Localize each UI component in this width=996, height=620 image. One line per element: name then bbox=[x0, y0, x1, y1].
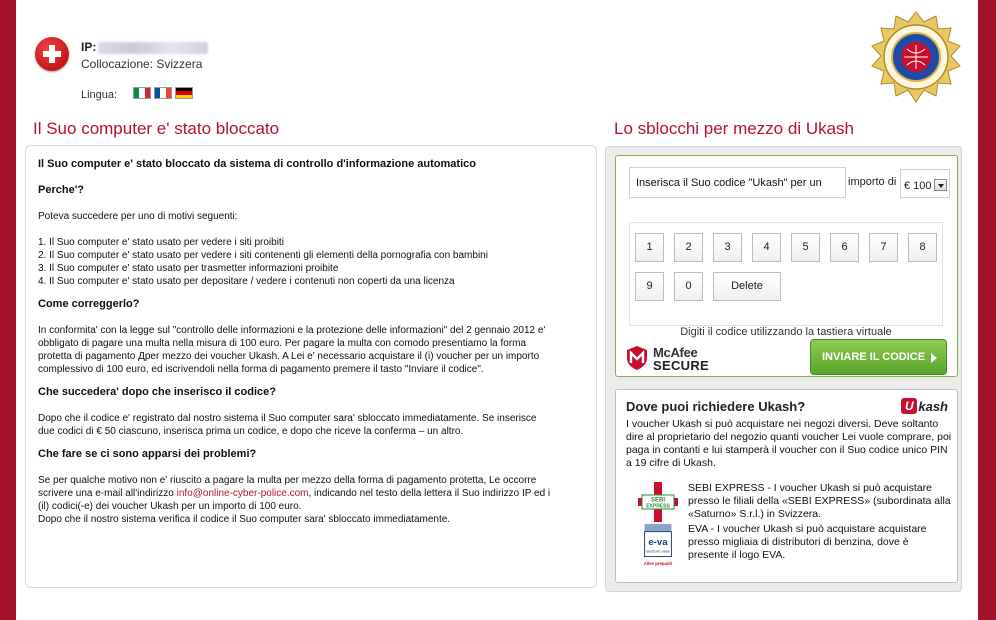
send-code-button[interactable]: INVIARE IL CODICE bbox=[810, 339, 947, 375]
german-flag-icon[interactable] bbox=[175, 87, 193, 99]
language-label: Lingua: bbox=[81, 89, 118, 101]
police-emblem-icon bbox=[862, 10, 970, 104]
problems-text-line: Dopo che il nostro sistema verifica il codice il Suo computer sara' sbloccato immediatamente. bbox=[38, 514, 451, 525]
fix-text-line: obbligato di pagare una multa nella misura di 100 euro. Per pagare la multa con comodo presentiamo la forma bbox=[38, 338, 527, 349]
why-heading: Perche'? bbox=[38, 184, 85, 196]
reason-item: 1. Il Suo computer e' stato usato per vedere i siti proibiti bbox=[38, 237, 284, 248]
where-to-buy-text: I voucher Ukash si può acquistare nei negozi diversi. Deve soltanto dire al proprietario del negozio quanti voucher Lei vuole comprare, poi paga in contanti e lui stamperà il voucher con il Suo codice unico PIN a 19 cifre di Ukash. bbox=[626, 418, 952, 469]
svg-text:Alles prepaid!: Alles prepaid! bbox=[643, 561, 673, 567]
eva-text: EVA - I voucher Ukash si può acquistare acquistare presso migliaia di distributori di benzina, dove è presente il logo EVA. bbox=[688, 523, 927, 561]
why-text: Poteva succedere per uno di motivi seguenti: bbox=[38, 211, 238, 222]
keypad-delete-button[interactable]: Delete bbox=[713, 272, 781, 301]
sebi-text: SEBI EXPRESS - I voucher Ukash si può acquistare presso le filiali della «SEBI EXPRESS» (subordinata alla «Saturno» S.r.l.) in Svizzera. bbox=[688, 482, 951, 520]
after-heading: Che succedera' dopo che inserisco il codice? bbox=[38, 386, 276, 398]
fix-heading: Come correggerlo? bbox=[38, 298, 140, 310]
payment-panel bbox=[605, 146, 962, 592]
language-flags bbox=[133, 87, 193, 99]
keypad-hint: Digiti il codice utilizzando la tastiera virtuale bbox=[680, 326, 892, 338]
keypad-key-2[interactable]: 2 bbox=[674, 233, 703, 262]
fix-text-line: complessivo di 100 euro, ed iscrivendoli nella forma di pagamento premere il tasto "Inviare il codice". bbox=[38, 364, 484, 375]
mcafee-secure-label: SECURE bbox=[653, 358, 709, 373]
problems-text-line: (il) codici(-e) dei voucher Ukash per un importo di 100 euro. bbox=[38, 501, 302, 512]
mcafee-name: McAfee bbox=[653, 345, 698, 360]
after-text-line: due codici di € 50 ciascuno, inserisca prima un codice, e dopo che riceve la conferma – un altro. bbox=[38, 426, 464, 437]
ukash-code-input[interactable] bbox=[629, 167, 846, 198]
right-frame-bar bbox=[978, 0, 996, 620]
amount-select[interactable]: € 100 bbox=[900, 169, 950, 198]
keypad-key-9[interactable]: 9 bbox=[635, 272, 664, 301]
svg-text:electronic value: electronic value bbox=[646, 549, 670, 554]
message-panel bbox=[25, 145, 597, 588]
keypad-key-5[interactable]: 5 bbox=[791, 233, 820, 262]
keypad-key-4[interactable]: 4 bbox=[752, 233, 781, 262]
fix-text-line: In conformita' con la legge sul "controllo delle informazioni e la protezione delle informazioni" del 2 gennaio 2012 e' bbox=[38, 325, 546, 336]
svg-text:EXPRESS: EXPRESS bbox=[646, 503, 670, 510]
payment-title: Lo sblocchi per mezzo di Ukash bbox=[614, 119, 855, 138]
mcafee-shield-icon bbox=[626, 345, 648, 371]
eva-logo bbox=[634, 523, 682, 569]
fix-text-line: protetta di pagamento Дper mezzo dei voucher Ukash. A Lei e' necessario acquistare il (i) voucher per un importo bbox=[38, 351, 540, 362]
ip-address: IP: bbox=[81, 40, 208, 54]
french-flag-icon[interactable] bbox=[154, 87, 172, 99]
ip-value-blurred bbox=[98, 42, 208, 54]
keypad-key-3[interactable]: 3 bbox=[713, 233, 742, 262]
contact-email-link[interactable]: info@online-cyber-police.com bbox=[176, 488, 309, 499]
intro-heading: Il Suo computer e' stato bloccato da sistema di controllo d'informazione automatico bbox=[38, 158, 476, 170]
keypad-key-8[interactable]: 8 bbox=[908, 233, 937, 262]
page bbox=[16, 0, 978, 620]
where-to-buy-panel bbox=[615, 389, 958, 583]
keypad-key-7[interactable]: 7 bbox=[869, 233, 898, 262]
problems-text-line: Se per qualche motivo non e' riuscito a pagare la multa per mezzo della forma di pagamento protetta, Le occorre bbox=[38, 475, 537, 486]
reason-item: 2. Il Suo computer e' stato usato per vedere i siti contenenti gli elementi della pornografia con bambini bbox=[38, 250, 488, 261]
swiss-flag-icon bbox=[35, 37, 69, 71]
chevron-down-icon[interactable] bbox=[934, 179, 947, 191]
ukash-logo: U kash bbox=[901, 398, 948, 414]
virtual-keypad bbox=[629, 222, 943, 326]
problems-text-line: scrivere una e-mail all'indirizzo info@online-cyber-police.com, indicando nel testo della lettera il Suo indirizzo IP ed i bbox=[38, 488, 551, 499]
left-frame-bar bbox=[0, 0, 16, 620]
mcafee-secure-badge bbox=[626, 344, 736, 374]
reason-item: 3. Il Suo computer e' stato usato per trasmetter informazioni proibite bbox=[38, 263, 339, 274]
reason-item: 4. Il Suo computer e' stato usato per depositare / vedere i contenuti non coperti da una licenza bbox=[38, 276, 455, 287]
where-to-buy-title: Dove puoi richiedere Ukash? bbox=[626, 399, 806, 414]
svg-text:e-va: e-va bbox=[648, 537, 668, 549]
location-label: Collocazione: Svizzera bbox=[81, 57, 203, 71]
after-text-line: Dopo che il codice e' registrato dal nostro sistema il Suo computer sara' sbloccato immediatamente. Se inserisce bbox=[38, 413, 537, 424]
payment-form bbox=[615, 155, 958, 377]
sebi-express-logo bbox=[634, 482, 682, 522]
amount-label: importo di bbox=[848, 176, 897, 188]
problems-heading: Che fare se ci sono apparsi dei problemi? bbox=[38, 448, 257, 460]
keypad-key-1[interactable]: 1 bbox=[635, 233, 664, 262]
keypad-key-0[interactable]: 0 bbox=[674, 272, 703, 301]
keypad-key-6[interactable]: 6 bbox=[830, 233, 859, 262]
svg-text:SEBI: SEBI bbox=[650, 497, 666, 504]
arrow-right-icon bbox=[931, 353, 937, 363]
italian-flag-icon[interactable] bbox=[133, 87, 151, 99]
page-title: Il Suo computer e' stato bloccato bbox=[33, 119, 280, 138]
